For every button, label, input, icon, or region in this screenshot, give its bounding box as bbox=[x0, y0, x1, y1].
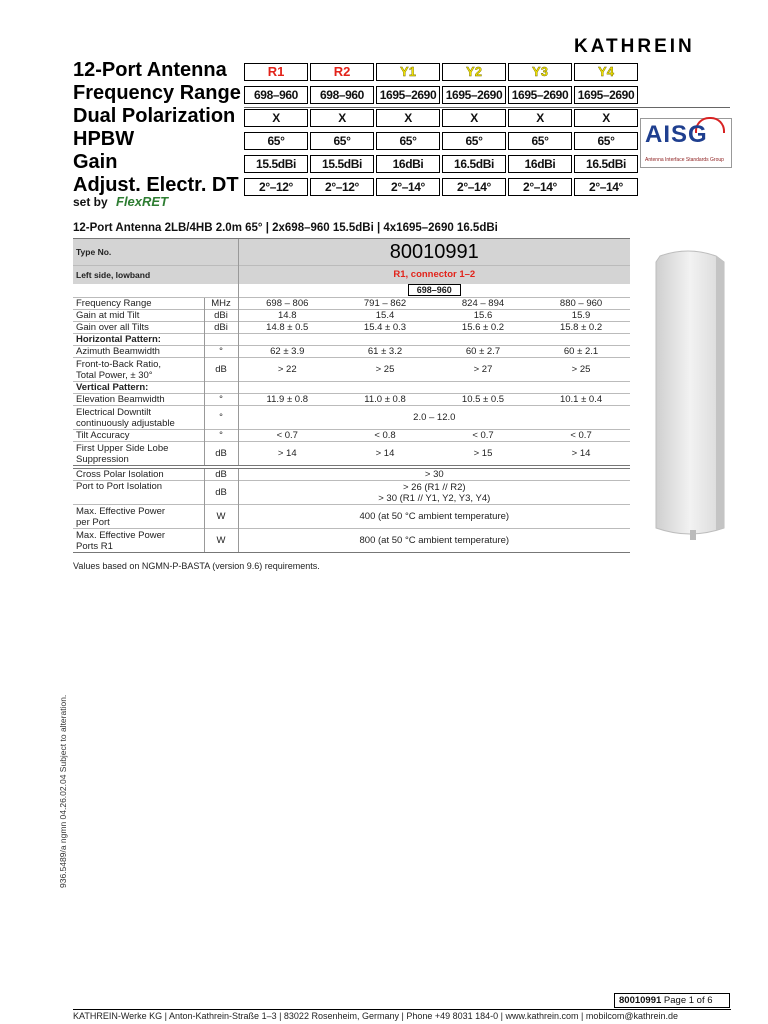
row-unit: dB bbox=[204, 358, 238, 382]
band-label: 698–960 bbox=[408, 284, 461, 296]
type-no-value bbox=[238, 239, 630, 266]
cell: 14.8 bbox=[238, 310, 336, 322]
header-label: Adjust. Electr. DT bbox=[73, 174, 239, 196]
aisg-tagline: Antenna Interface Standards Group bbox=[645, 157, 724, 163]
header-cell: 65° bbox=[508, 132, 572, 150]
header-label: Frequency Range bbox=[73, 82, 241, 104]
cell: 800 (at 50 °C ambient temperature) bbox=[238, 529, 630, 553]
row-label-line: Max. Effective Power bbox=[76, 505, 166, 517]
page-label: Page 1 of 6 bbox=[663, 995, 713, 1006]
footnote: Values based on NGMN-P-BASTA (version 9.6) requirements. bbox=[73, 561, 320, 571]
header-cell: 16dBi bbox=[376, 155, 440, 173]
aisg-logo bbox=[640, 118, 732, 168]
port-y4: Y4 bbox=[574, 63, 638, 81]
table-row bbox=[73, 406, 630, 430]
header-cell: 698–960 bbox=[244, 86, 308, 104]
table-row bbox=[73, 239, 630, 266]
header-cell: 2°–14° bbox=[574, 178, 638, 196]
spec-table bbox=[73, 238, 630, 553]
port-r1: R1 bbox=[244, 63, 308, 81]
section-value bbox=[238, 266, 630, 284]
header-cell: 65° bbox=[442, 132, 506, 150]
row-unit: ° bbox=[204, 394, 238, 406]
header-label: Gain bbox=[73, 151, 118, 173]
row-label: Gain at mid Tilt bbox=[73, 310, 204, 322]
cell: 791 – 862 bbox=[336, 298, 434, 310]
header-cell: 15.5dBi bbox=[244, 155, 308, 173]
header-cell: 1695–2690 bbox=[574, 86, 638, 104]
cell: > 14 bbox=[336, 442, 434, 466]
row-label-line: Total Power, ± 30° bbox=[76, 369, 153, 381]
set-by-label: set by bbox=[73, 195, 108, 209]
header-cell: 2°–14° bbox=[376, 178, 440, 196]
kathrein-logo: KATHREIN bbox=[574, 36, 695, 57]
header-cell: X bbox=[508, 109, 572, 127]
table-row bbox=[73, 382, 630, 394]
table-row bbox=[73, 334, 630, 346]
cell-line: > 26 (R1 // R2) bbox=[403, 481, 466, 493]
cell: > 14 bbox=[532, 442, 630, 466]
cell: < 0.7 bbox=[434, 430, 532, 442]
cell: 15.6 bbox=[434, 310, 532, 322]
cell: > 30 bbox=[238, 469, 630, 481]
cell: 61 ± 3.2 bbox=[336, 346, 434, 358]
cell: 824 – 894 bbox=[434, 298, 532, 310]
row-label bbox=[73, 529, 204, 553]
section-heading: Vertical Pattern: bbox=[73, 382, 204, 394]
cell: > 22 bbox=[238, 358, 336, 382]
row-label: Azimuth Beamwidth bbox=[73, 346, 204, 358]
row-unit: dB bbox=[204, 481, 238, 505]
antenna-image bbox=[650, 248, 730, 548]
header-cell: 15.5dBi bbox=[310, 155, 374, 173]
row-label: Cross Polar Isolation bbox=[73, 469, 204, 481]
cell: < 0.7 bbox=[238, 430, 336, 442]
side-document-code: 936.5489/a ngmn 04.26.02.04 Subject to alteration. bbox=[58, 694, 68, 888]
header-label: HPBW bbox=[73, 128, 135, 150]
row-unit: W bbox=[204, 505, 238, 529]
header-cell: 2°–14° bbox=[508, 178, 572, 196]
cell: 60 ± 2.1 bbox=[532, 346, 630, 358]
port-y1: Y1 bbox=[376, 63, 440, 81]
table-row bbox=[73, 442, 630, 466]
cell: > 25 bbox=[532, 358, 630, 382]
cell bbox=[238, 481, 630, 505]
cell: 15.6 ± 0.2 bbox=[434, 322, 532, 334]
cell-line: > 30 (R1 // Y1, Y2, Y3, Y4) bbox=[378, 492, 491, 504]
footer-contact: KATHREIN-Werke KG | Anton-Kathrein-Straße 1–3 | 83022 Rosenheim, Germany | Phone +49 8031 184-0 | www.kathrein.com | mobilcom@kathrein.de bbox=[73, 1011, 679, 1021]
header-cell: 2°–14° bbox=[442, 178, 506, 196]
header-cell: X bbox=[574, 109, 638, 127]
row-unit: MHz bbox=[204, 298, 238, 310]
cell: 10.1 ± 0.4 bbox=[532, 394, 630, 406]
table-row bbox=[73, 394, 630, 406]
row-unit: dBi bbox=[204, 310, 238, 322]
row-label-line: Ports R1 bbox=[76, 540, 113, 552]
row-label: Frequency Range bbox=[73, 298, 204, 310]
table-row bbox=[73, 322, 630, 334]
section-label: Left side, lowband bbox=[73, 266, 238, 284]
row-label-line: continuously adjustable bbox=[76, 417, 175, 429]
cell: 10.5 ± 0.5 bbox=[434, 394, 532, 406]
row-unit: W bbox=[204, 529, 238, 553]
header-cell: 1695–2690 bbox=[376, 86, 440, 104]
header-cell: 1695–2690 bbox=[508, 86, 572, 104]
cell: < 0.8 bbox=[336, 430, 434, 442]
row-label: Tilt Accuracy bbox=[73, 430, 204, 442]
header-cell: X bbox=[442, 109, 506, 127]
table-row bbox=[73, 505, 630, 529]
header-cell: 65° bbox=[310, 132, 374, 150]
header-cell: X bbox=[376, 109, 440, 127]
cell: 11.9 ± 0.8 bbox=[238, 394, 336, 406]
header-cell: X bbox=[310, 109, 374, 127]
row-label-line: Front-to-Back Ratio, bbox=[76, 358, 161, 370]
table-row bbox=[73, 529, 630, 553]
row-label-line: Electrical Downtilt bbox=[76, 406, 151, 418]
cell: 15.9 bbox=[532, 310, 630, 322]
header-cell: 65° bbox=[574, 132, 638, 150]
header-cell: 2°–12° bbox=[244, 178, 308, 196]
row-label-line: Max. Effective Power bbox=[76, 529, 166, 541]
port-y2: Y2 bbox=[442, 63, 506, 81]
row-label bbox=[73, 406, 204, 430]
table-row bbox=[73, 430, 630, 442]
row-label bbox=[73, 505, 204, 529]
cell: 400 (at 50 °C ambient temperature) bbox=[238, 505, 630, 529]
header-cell: 1695–2690 bbox=[442, 86, 506, 104]
cell: > 27 bbox=[434, 358, 532, 382]
connector-tag: R1, connector 1–2 bbox=[393, 269, 476, 281]
header-cell: 698–960 bbox=[310, 86, 374, 104]
cell: 880 – 960 bbox=[532, 298, 630, 310]
header-title: 12-Port Antenna bbox=[73, 59, 227, 81]
cell: 2.0 – 12.0 bbox=[238, 406, 630, 430]
row-label-line: Suppression bbox=[76, 453, 129, 465]
table-row bbox=[73, 469, 630, 481]
cell: 15.8 ± 0.2 bbox=[532, 322, 630, 334]
header-cell: 16dBi bbox=[508, 155, 572, 173]
row-label bbox=[73, 442, 204, 466]
row-unit: ° bbox=[204, 406, 238, 430]
cell: 62 ± 3.9 bbox=[238, 346, 336, 358]
row-label: Port to Port Isolation bbox=[73, 481, 204, 505]
header-cell: 16.5dBi bbox=[442, 155, 506, 173]
header-cell: X bbox=[244, 109, 308, 127]
aisg-name: AISG bbox=[645, 121, 708, 148]
table-row bbox=[73, 481, 630, 505]
flexret-logo: FlexRET bbox=[116, 194, 169, 209]
product-subtitle: 12-Port Antenna 2LB/4HB 2.0m 65° | 2x698–960 15.5dBi | 4x1695–2690 16.5dBi bbox=[73, 222, 498, 234]
row-label-line: per Port bbox=[76, 516, 110, 528]
cell: > 15 bbox=[434, 442, 532, 466]
section-heading: Horizontal Pattern: bbox=[73, 334, 204, 346]
cell: 60 ± 2.7 bbox=[434, 346, 532, 358]
footer-divider bbox=[73, 1009, 731, 1010]
row-label: Elevation Beamwidth bbox=[73, 394, 204, 406]
page-indicator bbox=[614, 993, 730, 1008]
table-row bbox=[73, 346, 630, 358]
divider bbox=[244, 107, 730, 108]
table-row bbox=[73, 358, 630, 382]
cell: 14.8 ± 0.5 bbox=[238, 322, 336, 334]
port-y3: Y3 bbox=[508, 63, 572, 81]
cell: 15.4 ± 0.3 bbox=[336, 322, 434, 334]
header-cell: 65° bbox=[376, 132, 440, 150]
row-label bbox=[73, 358, 204, 382]
table-row bbox=[73, 298, 630, 310]
page-doc-number: 80010991 bbox=[619, 995, 662, 1006]
cell: < 0.7 bbox=[532, 430, 630, 442]
row-label: Gain over all Tilts bbox=[73, 322, 204, 334]
cell: 11.0 ± 0.8 bbox=[336, 394, 434, 406]
header-label: Dual Polarization bbox=[73, 105, 236, 127]
type-no-label: Type No. bbox=[73, 239, 238, 266]
band-cell bbox=[238, 284, 630, 298]
cell: > 25 bbox=[336, 358, 434, 382]
header-cell: 2°–12° bbox=[310, 178, 374, 196]
type-no: 80010991 bbox=[389, 240, 479, 263]
table-row bbox=[73, 310, 630, 322]
row-unit: ° bbox=[204, 346, 238, 358]
header-cell: 16.5dBi bbox=[574, 155, 638, 173]
table-row bbox=[73, 284, 630, 298]
row-unit: dBi bbox=[204, 322, 238, 334]
port-r2: R2 bbox=[310, 63, 374, 81]
header-cell: 65° bbox=[244, 132, 308, 150]
row-unit: dB bbox=[204, 442, 238, 466]
row-unit: dB bbox=[204, 469, 238, 481]
table-row bbox=[73, 266, 630, 284]
cell: 15.4 bbox=[336, 310, 434, 322]
row-unit: ° bbox=[204, 430, 238, 442]
row-label-line: First Upper Side Lobe bbox=[76, 442, 169, 454]
cell: 698 – 806 bbox=[238, 298, 336, 310]
cell: > 14 bbox=[238, 442, 336, 466]
